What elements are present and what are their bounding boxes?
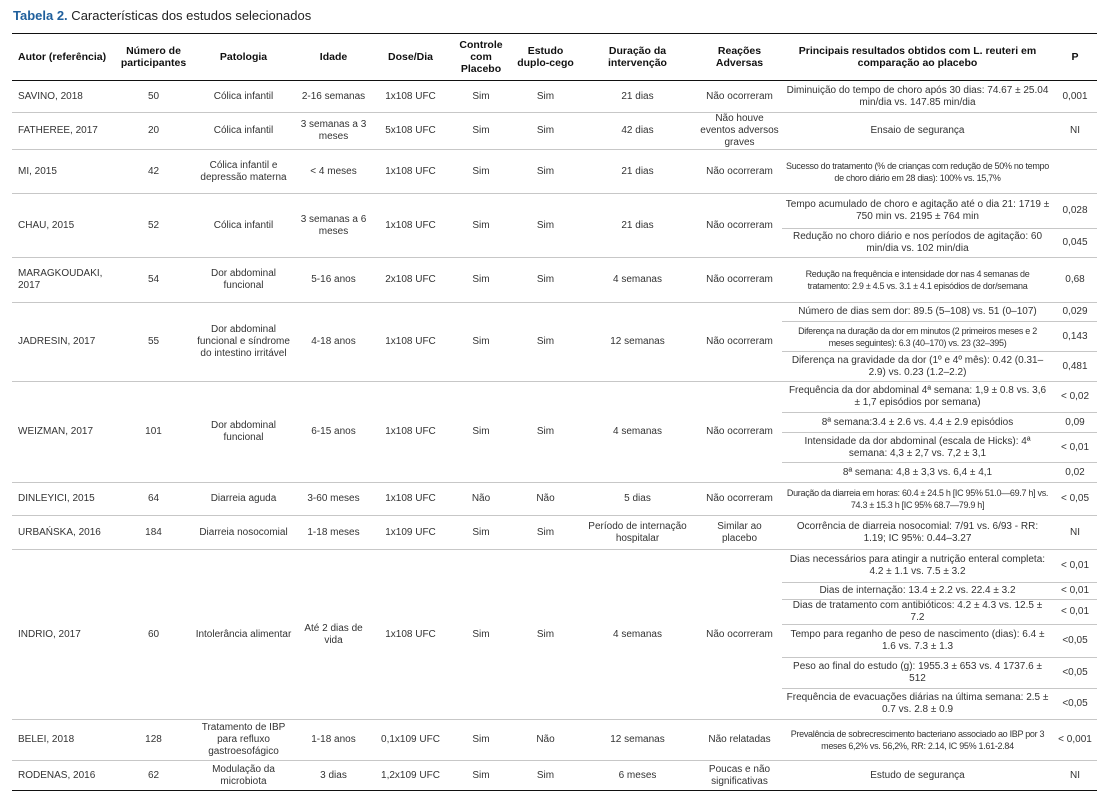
cell-participants-count: 60 [115,550,192,720]
table-row [12,258,1097,303]
cell-main-result: Prevalência de sobrecrescimento bacteriano associado ao IBP por 3 meses 6,2% vs. 56,2%, RR: 2.14, IC 95% 1.61-2.84 [782,720,1053,761]
cell-double-blind: Sim [513,194,578,258]
table-row [12,761,1097,791]
cell-adverse-reactions: Não ocorreram [697,483,782,516]
cell-participants-count: 184 [115,516,192,550]
table-row [12,81,1097,113]
table-row [12,382,1097,413]
cell-daily-dose: 1,2x109 UFC [372,761,449,791]
cell-p-value: <0,05 [1053,658,1097,689]
table-caption-label: Tabela 2. [13,8,68,23]
cell-age: Até 2 dias de vida [295,550,372,720]
cell-adverse-reactions: Não ocorreram [697,550,782,720]
cell-main-result: Diferença na duração da dor em minutos (2 primeiros meses e 2 meses seguintes): 6.3 (40–170) vs. 23 (32–395) [782,322,1053,352]
cell-study-author: DINLEYICI, 2015 [12,483,115,516]
cell-placebo-control: Sim [449,516,513,550]
cell-intervention-duration: 4 semanas [578,258,697,303]
header-p: P [1053,34,1097,81]
cell-age: 1-18 meses [295,516,372,550]
cell-daily-dose: 1x108 UFC [372,150,449,194]
header-duracao: Duração da intervenção [578,34,697,81]
cell-intervention-duration: 6 meses [578,761,697,791]
cell-main-result: Peso ao final do estudo (g): 1955.3 ± 653 vs. 4 1737.6 ± 512 [782,658,1053,689]
cell-participants-count: 101 [115,382,192,483]
cell-double-blind: Não [513,720,578,761]
cell-double-blind: Sim [513,150,578,194]
cell-daily-dose: 1x108 UFC [372,81,449,113]
cell-main-result: Ocorrência de diarreia nosocomial: 7/91 vs. 6/93 - RR: 1.19; IC 95%: 0.44–3.27 [782,516,1053,550]
cell-adverse-reactions: Não ocorreram [697,194,782,258]
cell-intervention-duration: 4 semanas [578,550,697,720]
cell-p-value: 0,481 [1053,352,1097,382]
cell-p-value: 0,029 [1053,303,1097,322]
cell-double-blind: Sim [513,761,578,791]
cell-adverse-reactions: Não ocorreram [697,382,782,483]
cell-daily-dose: 1x108 UFC [372,483,449,516]
cell-placebo-control: Sim [449,303,513,382]
cell-p-value: 0,143 [1053,322,1097,352]
cell-intervention-duration: 12 semanas [578,303,697,382]
header-controle: Controle com Placebo [449,34,513,81]
cell-p-value: < 0,001 [1053,720,1097,761]
cell-p-value: < 0,01 [1053,433,1097,463]
cell-placebo-control: Sim [449,81,513,113]
cell-p-value: 0,045 [1053,229,1097,258]
cell-main-result: Dias de tratamento com antibióticos: 4.2 ± 4.3 vs. 12.5 ± 7.2 [782,600,1053,625]
cell-adverse-reactions: Não houve eventos adversos graves [697,113,782,150]
cell-age: 3 dias [295,761,372,791]
cell-participants-count: 62 [115,761,192,791]
cell-pathology: Dor abdominal funcional [192,382,295,483]
cell-p-value: 0,09 [1053,413,1097,433]
cell-main-result: Intensidade da dor abdominal (escala de Hicks): 4ª semana: 4,3 ± 2,7 vs. 7,2 ± 3,1 [782,433,1053,463]
cell-placebo-control: Sim [449,194,513,258]
cell-p-value: <0,05 [1053,689,1097,720]
cell-participants-count: 128 [115,720,192,761]
cell-participants-count: 20 [115,113,192,150]
cell-intervention-duration: 21 dias [578,194,697,258]
header-dose: Dose/Dia [372,34,449,81]
cell-age: 2-16 semanas [295,81,372,113]
cell-p-value [1053,150,1097,194]
cell-intervention-duration: Período de internação hospitalar [578,516,697,550]
cell-pathology: Cólica infantil [192,113,295,150]
cell-daily-dose: 1x109 UFC [372,516,449,550]
cell-adverse-reactions: Não ocorreram [697,150,782,194]
table-header-row [12,34,1097,81]
cell-double-blind: Sim [513,516,578,550]
cell-placebo-control: Sim [449,258,513,303]
table-row [12,303,1097,322]
cell-p-value: 0,68 [1053,258,1097,303]
cell-double-blind: Não [513,483,578,516]
cell-study-author: FATHEREE, 2017 [12,113,115,150]
cell-double-blind: Sim [513,303,578,382]
cell-placebo-control: Sim [449,150,513,194]
cell-p-value: < 0,02 [1053,382,1097,413]
cell-participants-count: 54 [115,258,192,303]
table-caption-text: Características dos estudos selecionados [67,8,312,23]
cell-main-result: Diferença na gravidade da dor (1º e 4º mês): 0.42 (0.31–2.9) vs. 0.23 (1.2–2.2) [782,352,1053,382]
cell-p-value: < 0,05 [1053,483,1097,516]
cell-participants-count: 52 [115,194,192,258]
header-reacoes: Reações Adversas [697,34,782,81]
cell-adverse-reactions: Não ocorreram [697,303,782,382]
cell-main-result: Tempo acumulado de choro e agitação até o dia 21: 1719 ± 750 min vs. 2195 ± 764 min [782,194,1053,229]
cell-adverse-reactions: Não relatadas [697,720,782,761]
table-row [12,194,1097,229]
cell-main-result: 8ª semana:3.4 ± 2.6 vs. 4.4 ± 2.9 episódios [782,413,1053,433]
cell-daily-dose: 2x108 UFC [372,258,449,303]
cell-p-value: 0,02 [1053,463,1097,483]
cell-intervention-duration: 21 dias [578,150,697,194]
table-row [12,550,1097,583]
header-resultados: Principais resultados obtidos com L. reuteri em comparação ao placebo [782,34,1053,81]
cell-pathology: Cólica infantil [192,81,295,113]
table-row [12,720,1097,761]
cell-participants-count: 50 [115,81,192,113]
cell-p-value: NI [1053,113,1097,150]
cell-pathology: Cólica infantil e depressão materna [192,150,295,194]
cell-participants-count: 55 [115,303,192,382]
cell-p-value: NI [1053,516,1097,550]
studies-table [12,33,1097,791]
cell-daily-dose: 0,1x109 UFC [372,720,449,761]
cell-study-author: MI, 2015 [12,150,115,194]
table-row [12,150,1097,194]
header-patologia: Patologia [192,34,295,81]
cell-main-result: Ensaio de segurança [782,113,1053,150]
cell-double-blind: Sim [513,382,578,483]
cell-daily-dose: 1x108 UFC [372,550,449,720]
cell-pathology: Intolerância alimentar [192,550,295,720]
cell-main-result: Redução no choro diário e nos períodos de agitação: 60 min/dia vs. 102 min/dia [782,229,1053,258]
cell-p-value: < 0,01 [1053,600,1097,625]
cell-p-value: < 0,01 [1053,583,1097,600]
cell-placebo-control: Sim [449,550,513,720]
cell-intervention-duration: 5 dias [578,483,697,516]
cell-pathology: Tratamento de IBP para refluxo gastroesofágico [192,720,295,761]
cell-p-value: < 0,01 [1053,550,1097,583]
cell-study-author: WEIZMAN, 2017 [12,382,115,483]
header-duplo-cego: Estudo duplo-cego [513,34,578,81]
cell-daily-dose: 5x108 UFC [372,113,449,150]
cell-p-value: 0,028 [1053,194,1097,229]
cell-study-author: INDRIO, 2017 [12,550,115,720]
cell-main-result: Número de dias sem dor: 89.5 (5–108) vs. 51 (0–107) [782,303,1053,322]
cell-study-author: MARAGKOUDAKI, 2017 [12,258,115,303]
cell-p-value: NI [1053,761,1097,791]
cell-pathology: Dor abdominal funcional [192,258,295,303]
cell-pathology: Diarreia nosocomial [192,516,295,550]
cell-intervention-duration: 21 dias [578,81,697,113]
cell-participants-count: 42 [115,150,192,194]
cell-daily-dose: 1x108 UFC [372,194,449,258]
cell-age: 3 semanas a 3 meses [295,113,372,150]
cell-main-result: Frequência da dor abdominal 4ª semana: 1,9 ± 0.8 vs. 3,6 ± 1,7 episódios por semana) [782,382,1053,413]
cell-main-result: Frequência de evacuações diárias na última semana: 2.5 ± 0.7 vs. 2.8 ± 0.9 [782,689,1053,720]
cell-pathology: Cólica infantil [192,194,295,258]
cell-main-result: Dias de internação: 13.4 ± 2.2 vs. 22.4 ± 3.2 [782,583,1053,600]
cell-pathology: Modulação da microbiota [192,761,295,791]
cell-intervention-duration: 4 semanas [578,382,697,483]
cell-study-author: JADRESIN, 2017 [12,303,115,382]
table-row [12,516,1097,550]
table-row [12,483,1097,516]
cell-main-result: Sucesso do tratamento (% de crianças com redução de 50% no tempo de choro diário em 28 dias): 100% vs. 15,7% [782,150,1053,194]
cell-adverse-reactions: Não ocorreram [697,81,782,113]
cell-adverse-reactions: Similar ao placebo [697,516,782,550]
cell-main-result: Diminuição do tempo de choro após 30 dias: 74.67 ± 25.04 min/dia vs. 147.85 min/dia [782,81,1053,113]
cell-age: 4-18 anos [295,303,372,382]
cell-main-result: Tempo para reganho de peso de nascimento (dias): 6.4 ± 1.6 vs. 7.3 ± 1.3 [782,625,1053,658]
cell-age: 3-60 meses [295,483,372,516]
cell-placebo-control: Sim [449,382,513,483]
cell-pathology: Diarreia aguda [192,483,295,516]
cell-double-blind: Sim [513,113,578,150]
cell-adverse-reactions: Poucas e não significativas [697,761,782,791]
cell-study-author: SAVINO, 2018 [12,81,115,113]
cell-double-blind: Sim [513,550,578,720]
cell-placebo-control: Sim [449,720,513,761]
cell-main-result: Dias necessários para atingir a nutrição enteral completa: 4.2 ± 1.1 vs. 7.5 ± 3.2 [782,550,1053,583]
cell-study-author: BELEI, 2018 [12,720,115,761]
cell-age: 3 semanas a 6 meses [295,194,372,258]
cell-placebo-control: Não [449,483,513,516]
cell-double-blind: Sim [513,258,578,303]
cell-age: < 4 meses [295,150,372,194]
cell-study-author: URBAŃSKA, 2016 [12,516,115,550]
cell-study-author: RODENAS, 2016 [12,761,115,791]
header-numero: Número de participantes [115,34,192,81]
cell-main-result: Redução na frequência e intensidade dor nas 4 semanas de tratamento: 2.9 ± 4.5 vs. 3.1 ± 4.1 episódios de dor/semana [782,258,1053,303]
cell-main-result: Duração da diarreia em horas: 60.4 ± 24.5 h [IC 95% 51.0—69.7 h] vs. 74.3 ± 15.3 h [IC 95% 68.7—79.9 h] [782,483,1053,516]
table-body [12,81,1097,791]
header-autor: Autor (referência) [12,34,115,81]
cell-age: 6-15 anos [295,382,372,483]
cell-main-result: Estudo de segurança [782,761,1053,791]
cell-placebo-control: Sim [449,113,513,150]
cell-daily-dose: 1x108 UFC [372,382,449,483]
cell-p-value: <0,05 [1053,625,1097,658]
table-row [12,113,1097,150]
cell-p-value: 0,001 [1053,81,1097,113]
cell-study-author: CHAU, 2015 [12,194,115,258]
cell-pathology: Dor abdominal funcional e síndrome do intestino irritável [192,303,295,382]
cell-double-blind: Sim [513,81,578,113]
cell-intervention-duration: 42 dias [578,113,697,150]
table-caption [13,8,311,23]
cell-age: 1-18 anos [295,720,372,761]
cell-intervention-duration: 12 semanas [578,720,697,761]
cell-participants-count: 64 [115,483,192,516]
header-idade: Idade [295,34,372,81]
cell-daily-dose: 1x108 UFC [372,303,449,382]
cell-age: 5-16 anos [295,258,372,303]
cell-adverse-reactions: Não ocorreram [697,258,782,303]
cell-placebo-control: Sim [449,761,513,791]
cell-main-result: 8ª semana: 4,8 ± 3,3 vs. 6,4 ± 4,1 [782,463,1053,483]
